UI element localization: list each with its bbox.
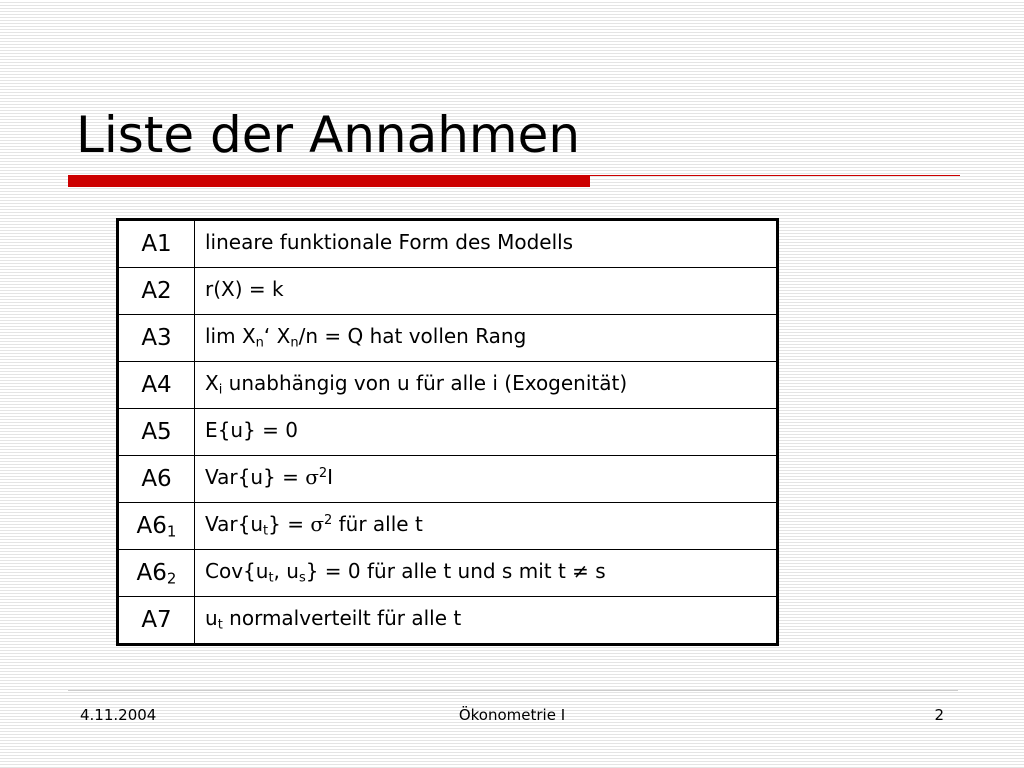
desc-text: Var{u} = [205,465,306,489]
desc-text: u [205,606,218,630]
desc-subscript: t [263,523,269,539]
desc-text: ‘ X [263,324,291,348]
desc-subscript: n [255,335,264,351]
desc-text: /n = Q hat vollen Rang [298,324,527,348]
desc-superscript: 2 [318,465,328,481]
desc-subscript: s [298,570,306,586]
assumption-description [195,315,778,362]
assumption-code: A6 [118,456,195,503]
table-row [118,315,778,362]
title-underline-bar [68,175,590,187]
desc-text: normalverteilt für alle t [222,606,462,630]
table-row [118,409,778,456]
footer-course-title: Ökonometrie I [458,706,566,724]
table-row [118,456,778,503]
assumption-description [195,456,778,503]
assumption-code [118,503,195,550]
desc-text: X [205,371,219,395]
assumption-code [118,550,195,597]
assumption-description: E{u} = 0 [195,409,778,456]
code-subscript: 1 [166,522,177,541]
desc-text: } = [268,512,311,536]
footer-page-number: 2 [934,706,944,724]
slide-title: Liste der Annahmen [76,106,581,164]
assumption-code: A5 [118,409,195,456]
desc-text: Var{u [205,512,264,536]
assumption-description: r(X) = k [195,268,778,315]
desc-text: unabhängig von u für alle i (Exogenität) [222,371,628,395]
desc-subscript: n [290,335,299,351]
code-text: A6 [136,513,167,539]
assumption-description [195,362,778,409]
table-row [118,503,778,550]
code-text: A6 [136,560,167,586]
desc-superscript: 2 [323,512,333,528]
desc-text: Cov{u [205,559,269,583]
table-row [118,597,778,645]
desc-text: für alle t [332,512,423,536]
assumption-code: A4 [118,362,195,409]
assumption-code: A3 [118,315,195,362]
table-row [118,362,778,409]
assumption-description [195,550,778,597]
footer-divider [68,690,958,691]
assumption-description: lineare funktionale Form des Modells [195,220,778,268]
sigma-symbol: σ [305,465,319,489]
assumption-code: A7 [118,597,195,645]
title-underline-line [590,175,960,176]
assumption-description [195,597,778,645]
assumption-code: A1 [118,220,195,268]
footer-date: 4.11.2004 [80,706,157,724]
assumptions-table [116,218,779,646]
code-subscript: 2 [166,569,177,588]
assumption-description [195,503,778,550]
desc-subscript: t [268,570,274,586]
desc-text: , u [273,559,299,583]
desc-text: lim X [205,324,256,348]
desc-text: } = 0 für alle t und s mit t ≠ s [305,559,606,583]
table-row [118,220,778,268]
table-row [118,550,778,597]
desc-subscript: t [217,617,223,633]
desc-text: I [327,465,334,489]
desc-subscript: i [218,382,223,398]
table-row [118,268,778,315]
assumption-code: A2 [118,268,195,315]
sigma-symbol: σ [310,512,324,536]
